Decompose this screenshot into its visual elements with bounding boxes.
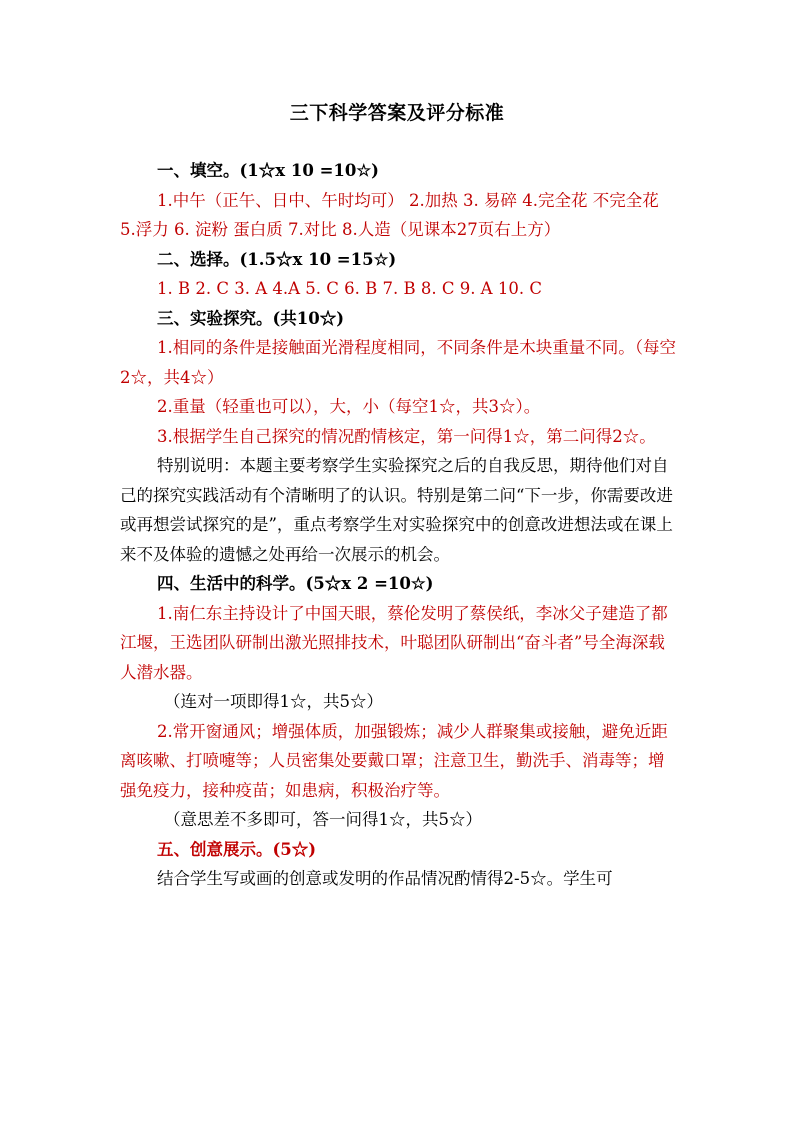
section2-answer: 1. B 2. C 3. A 4.A 5. C 6. B 7. B 8. C 9. A 10. C: [157, 279, 542, 298]
section3-item3: [120, 422, 676, 452]
section3-item1-main: 1.相同的条件是接触面光滑程度相同，不同条件是木块重量不同。: [157, 338, 635, 357]
section4-heading: 四、生活中的科学。(5☆x 2 =10☆): [157, 574, 434, 593]
section4-item1-score: （连对一项即得1☆，共5☆）: [164, 692, 383, 711]
section3-note: 特别说明：本题主要考察学生实验探究之后的自我反思，期待他们对自己的探究实践活动有个清晰明了的认识。特别是第二问“下一步，你需要改进或再想尝试探究的是”，重点考察学生对实验探究中的创意改进想法或在课上来不及体验的遗憾之处再给一次展示的机会。: [120, 456, 673, 564]
section1-heading: 一、填空。(1☆x 10 =10☆): [157, 161, 379, 180]
section3-item3-a: 3.根据学生自己探究的情况酌情核定，第一问得1☆，第二问得: [157, 426, 613, 446]
section5-answer: 结合学生写或画的创意或发明的作品情况酌情得2-5☆。学生可: [157, 869, 613, 888]
section3-item1: [120, 333, 676, 392]
section3-item2: 2.重量（轻重也可以），大，小（每空1☆，共3☆）。: [157, 397, 541, 416]
section1-answer: 1.中午（正午、日中、午时均可） 2.加热 3. 易碎 4.完全花 不完全花 5.浮力 6. 淀粉 蛋白质 7.对比 8.人造（见课本27页右上方）: [120, 190, 659, 239]
document-body: [120, 156, 676, 894]
section4-item2: 2.常开窗通风；增强体质，加强锻炼；减少人群聚集或接触，避免近距离咳嗽、打喷嚏等；人员密集处要戴口罩；注意卫生，勤洗手、消毒等；增强免疫力，接种疫苗；如患病，积极治疗等。: [120, 721, 668, 800]
section5-heading: 五、创意展示。(5☆): [157, 839, 317, 859]
section3-item1-score: （每空2☆，共4☆）: [120, 338, 676, 387]
section3-item3-b: 2☆。: [612, 426, 656, 446]
section4-item1: 1.南仁东主持设计了中国天眼，蔡伦发明了蔡侯纸，李冰父子建造了都江堰，王选团队研制出激光照排技术，叶聪团队研制出“奋斗者”号全海深载人潜水器。: [120, 603, 668, 682]
section2-heading: 二、选择。(1.5☆x 10 =15☆): [157, 249, 397, 269]
section4-item2-score: （意思差不多即可，答一问得1☆，共5☆）: [164, 810, 482, 829]
page-title: 三下科学答案及评分标准: [289, 102, 505, 124]
section3-heading: 三、实验探究。(共10☆): [157, 308, 345, 328]
